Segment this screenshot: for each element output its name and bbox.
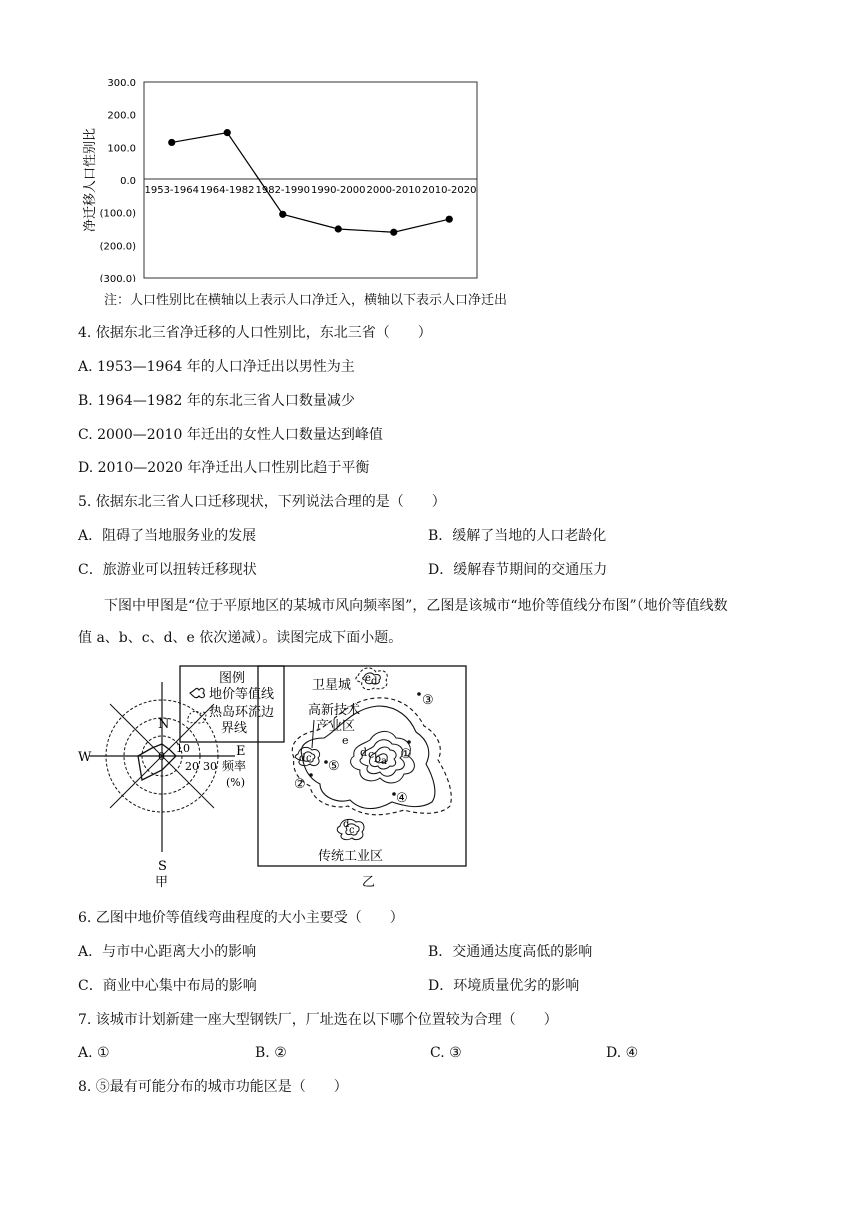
y-tick-label: 200.0 bbox=[107, 110, 136, 122]
site-label-1: ① bbox=[400, 747, 412, 762]
map-yi-frame bbox=[258, 666, 466, 866]
map-figure bbox=[72, 660, 492, 892]
site-dot-1 bbox=[407, 740, 411, 744]
y-tick-labels bbox=[100, 78, 137, 282]
legend-title: 图例 bbox=[218, 671, 246, 686]
isoline-label-d-center: d bbox=[360, 746, 368, 759]
x-category-label: 1953-1964 bbox=[144, 185, 200, 196]
q7-stem: 7. 该城市计划新建一座大型钢铁厂，厂址选在以下哪个位置较为合理（ ） bbox=[78, 1012, 558, 1028]
ring-label-10: 10 bbox=[176, 742, 190, 755]
data-point bbox=[335, 225, 342, 232]
chart-svg bbox=[80, 76, 482, 282]
traditional-zone-label: 传统工业区 bbox=[318, 849, 384, 864]
q6-stem: 6. 乙图中地价等值线弯曲程度的大小主要受（ ） bbox=[78, 910, 404, 926]
q4-stem: 4. 依据东北三省净迁移的人口性别比，东北三省（ ） bbox=[78, 325, 432, 341]
data-point bbox=[168, 139, 175, 146]
q6-option-b[interactable]: B．交通通达度高低的影响 bbox=[428, 944, 593, 960]
q4-option-b[interactable]: B. 1964—1982 年的东北三省人口数量减少 bbox=[78, 393, 355, 409]
y-tick-label: (100.0) bbox=[99, 208, 136, 220]
x-category-label: 2010-2020 bbox=[421, 185, 477, 196]
isoline-label-d-satellite: d bbox=[371, 676, 378, 687]
ring-label-30: 30 bbox=[203, 760, 217, 773]
compass-w: W bbox=[78, 750, 92, 765]
hitech-label-1: 高新技术 bbox=[308, 703, 361, 718]
y-axis-label: 净迁移人口性别比 bbox=[83, 127, 98, 233]
compass-s: S bbox=[158, 859, 167, 874]
site-dot-3 bbox=[417, 692, 421, 696]
q5-stem: 5. 依据东北三省人口迁移现状，下列说法合理的是（ ） bbox=[78, 494, 446, 510]
migration-chart bbox=[80, 76, 482, 282]
compass-n: N bbox=[158, 717, 170, 732]
isoline-label-e-satellite: e bbox=[365, 673, 371, 684]
q4-option-a[interactable]: A. 1953—1964 年的人口净迁出以男性为主 bbox=[78, 359, 355, 375]
isoline-label-c-center: c bbox=[368, 748, 375, 761]
frequency-label: 频率 bbox=[222, 759, 247, 773]
isoline-label-e-center: e bbox=[342, 734, 349, 747]
x-category-labels bbox=[144, 185, 476, 196]
ring-label-0: 0 bbox=[158, 750, 165, 763]
y-tick-label: 300.0 bbox=[107, 78, 136, 89]
site-label-2: ② bbox=[294, 777, 306, 792]
figure-label-jia: 甲 bbox=[155, 875, 169, 890]
isoline-label-d-traditional: d bbox=[343, 819, 350, 830]
data-point bbox=[279, 211, 286, 218]
x-category-label: 1990-2000 bbox=[310, 185, 366, 196]
q5-option-c[interactable]: C．旅游业可以扭转迁移现状 bbox=[78, 562, 257, 578]
y-tick-label: 0.0 bbox=[120, 176, 136, 187]
x-category-label: 1982-1990 bbox=[255, 185, 311, 196]
legend-item-heat-island-1: 热岛环流边 bbox=[209, 705, 275, 720]
q7-option-b[interactable]: B. ② bbox=[255, 1045, 287, 1061]
hitech-label-2: 产业区 bbox=[316, 719, 356, 734]
isoline-label-a-center: a bbox=[381, 756, 387, 767]
intro-line-2: 值 a、b、c、d、e 依次递减）。读图完成下面小题。 bbox=[78, 630, 403, 646]
q6-option-c[interactable]: C．商业中心集中布局的影响 bbox=[78, 978, 257, 994]
figure-label-yi: 乙 bbox=[362, 875, 376, 890]
data-point bbox=[446, 216, 453, 223]
y-tick-label: (300.0) bbox=[99, 274, 136, 282]
series-line bbox=[168, 129, 453, 236]
figure-svg bbox=[72, 660, 492, 892]
q5-option-b[interactable]: B．缓解了当地的人口老龄化 bbox=[428, 528, 607, 544]
data-point bbox=[224, 129, 231, 136]
site-label-4: ④ bbox=[396, 791, 408, 806]
q5-option-a[interactable]: A．阻碍了当地服务业的发展 bbox=[78, 528, 257, 544]
site-label-3: ③ bbox=[422, 693, 434, 708]
legend-item-isoline: 地价等值线 bbox=[209, 687, 275, 702]
q7-option-a[interactable]: A. ① bbox=[78, 1045, 110, 1061]
chart-note: 注：人口性别比在横轴以上表示人口净迁入，横轴以下表示人口净迁出 bbox=[104, 293, 508, 308]
q4-option-c[interactable]: C. 2000—2010 年迁出的女性人口数量达到峰值 bbox=[78, 427, 383, 443]
site-label-5: ⑤ bbox=[328, 759, 340, 774]
chart-frame bbox=[144, 82, 477, 278]
isoline-label-b-center: b bbox=[374, 752, 382, 765]
q7-option-c[interactable]: C. ③ bbox=[430, 1045, 462, 1061]
isoline-label-c-traditional: c bbox=[349, 825, 355, 836]
y-tick-label: (200.0) bbox=[99, 241, 136, 253]
site-dot-2 bbox=[309, 773, 313, 777]
series-polyline bbox=[172, 133, 450, 233]
y-tick-label: 100.0 bbox=[107, 143, 136, 155]
q6-option-a[interactable]: A．与市中心距离大小的影响 bbox=[78, 944, 257, 960]
isoline-label-d-hitech: d bbox=[299, 753, 306, 764]
isoline-label-c-hitech: c bbox=[306, 753, 312, 764]
q6-option-d[interactable]: D．环境质量优劣的影响 bbox=[428, 978, 580, 994]
compass-e: E bbox=[236, 744, 246, 759]
x-category-label: 2000-2010 bbox=[366, 185, 422, 196]
frequency-unit: (%) bbox=[226, 776, 246, 789]
satellite-town-label: 卫星城 bbox=[312, 678, 352, 693]
x-category-label: 1964-1982 bbox=[199, 185, 255, 196]
q7-option-d[interactable]: D. ④ bbox=[606, 1045, 639, 1061]
ring-label-20: 20 bbox=[185, 760, 199, 773]
hitech-pointer bbox=[312, 720, 314, 748]
q4-option-d[interactable]: D. 2010—2020 年净迁出人口性别比趋于平衡 bbox=[78, 460, 370, 476]
data-point bbox=[390, 229, 397, 236]
legend-item-heat-island-2: 界线 bbox=[221, 721, 248, 736]
q8-stem: 8. ⑤最有可能分布的城市功能区是（ ） bbox=[78, 1079, 348, 1095]
q5-option-d[interactable]: D．缓解春节期间的交通压力 bbox=[428, 562, 608, 578]
intro-line-1: 下图中甲图是“位于平原地区的某城市风向频率图”，乙图是该城市“地价等值线分布图”（地价等值线数 bbox=[104, 598, 728, 614]
